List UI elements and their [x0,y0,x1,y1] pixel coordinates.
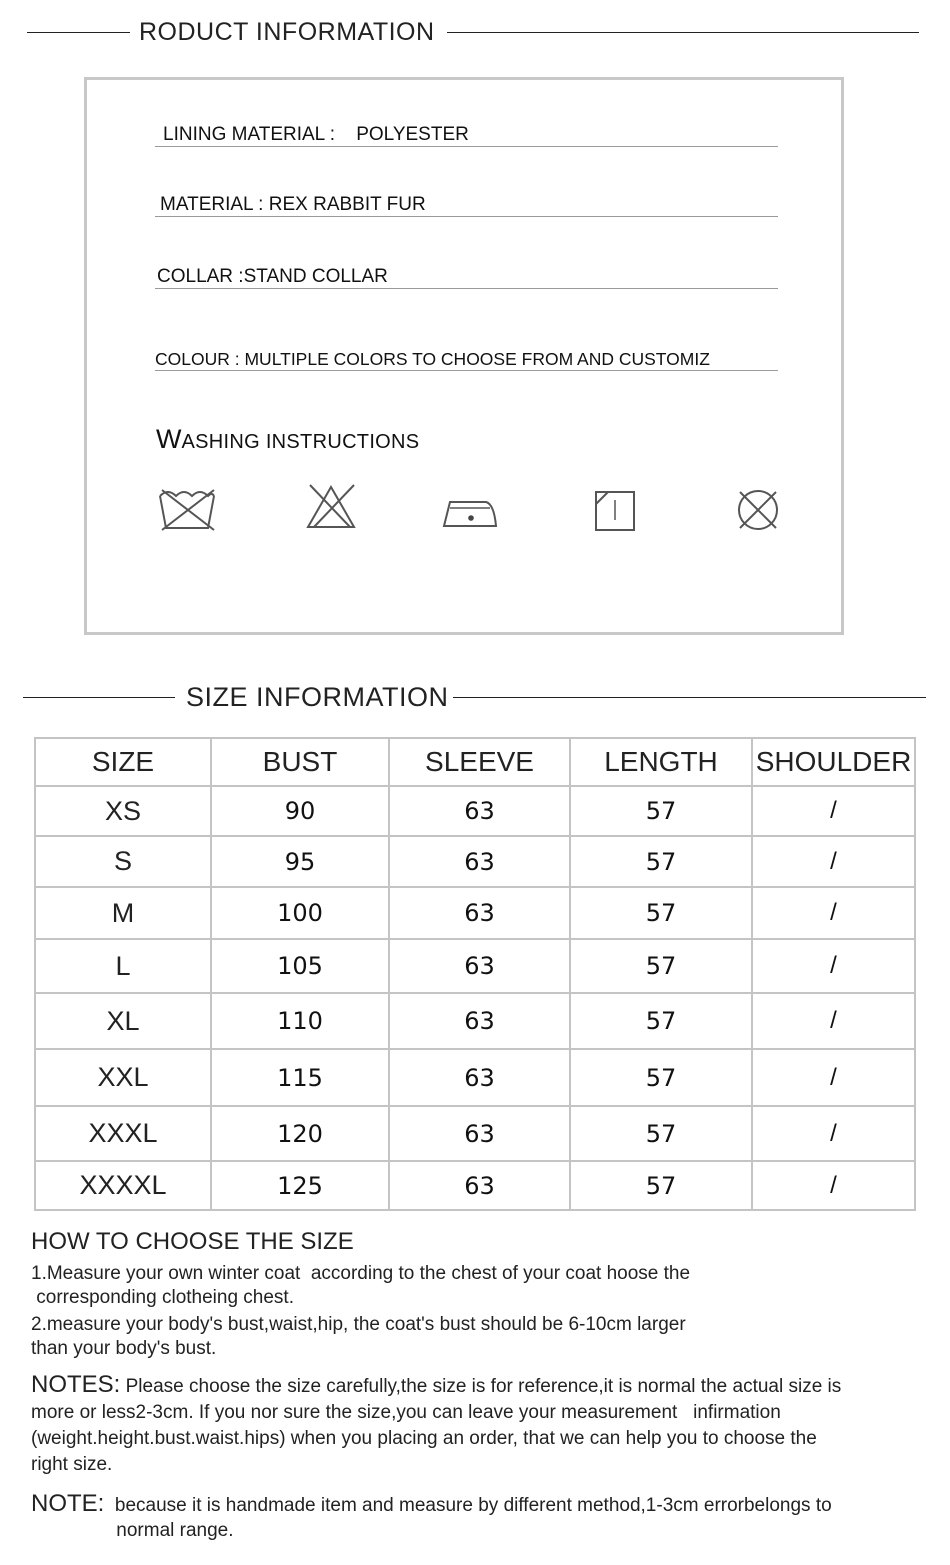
bust-cell: 120 [211,1106,389,1161]
size-cell: XXL [35,1049,211,1106]
field-label: MATERIAL : [160,194,264,215]
field-label: LINING MATERIAL : [163,124,336,145]
shoulder-cell: / [752,1106,915,1161]
washing-title-rest: ASHING INSTRUCTIONS [181,431,420,453]
sleeve-cell: 63 [389,939,570,993]
how-to-choose-title: HOW TO CHOOSE THE SIZE [31,1228,354,1255]
sleeve-cell: 63 [389,836,570,887]
bust-cell: 110 [211,993,389,1049]
sleeve-cell: 63 [389,786,570,836]
shoulder-cell: / [752,1049,915,1106]
step-1-line-1: 1.Measure your own winter coat according to the chest of your coat hoose the [31,1263,691,1284]
size-cell: XXXXL [35,1161,211,1210]
sleeve-cell: 63 [389,1106,570,1161]
heading-rule-left [27,32,130,34]
header-length: LENGTH [570,738,752,786]
table-row [35,887,915,939]
size-cell: L [35,939,211,993]
shoulder-cell: / [752,993,915,1049]
notes-paragraph [31,1372,841,1478]
field-label: COLLAR : [157,266,244,287]
length-cell: 57 [570,836,752,887]
sleeve-cell: 63 [389,1049,570,1106]
product-info-heading [27,18,919,47]
sleeve-cell: 63 [389,993,570,1049]
size-cell: XXXL [35,1106,211,1161]
collar-field [155,266,778,289]
bust-cell: 115 [211,1049,389,1106]
header-sleeve: SLEEVE [389,738,570,786]
notes-label: NOTES: [31,1371,121,1398]
table-row [35,1161,915,1210]
header-bust: BUST [211,738,389,786]
bust-cell: 100 [211,887,389,939]
do-not-wash-icon [156,484,220,534]
size-cell: XL [35,993,211,1049]
notes-line-2: more or less2-3cm. If you nor sure the size,you can leave your measurement infirmation [31,1402,781,1423]
colour-field [155,348,778,371]
size-cell: S [35,836,211,887]
length-cell: 57 [570,786,752,836]
line-dry-icon [594,490,636,532]
lining-material-field [155,124,778,147]
sleeve-cell: 63 [389,887,570,939]
bust-cell: 95 [211,836,389,887]
do-not-bleach-icon [304,481,358,531]
length-cell: 57 [570,887,752,939]
note-label: NOTE: [31,1490,105,1517]
length-cell: 57 [570,1049,752,1106]
header-size: SIZE [35,738,211,786]
table-header-row [35,738,915,786]
field-label: COLOUR : [155,349,240,369]
size-cell: XS [35,786,211,836]
table-row [35,939,915,993]
bust-cell: 90 [211,786,389,836]
header-shoulder: SHOULDER [752,738,915,786]
washing-instructions-title [156,424,419,455]
product-info-title: RODUCT INFORMATION [139,18,435,46]
field-value: STAND COLLAR [243,266,388,287]
notes-line-1: Please choose the size carefully,the size is for reference,it is normal the actual size is [120,1376,842,1397]
field-value: MULTIPLE COLORS TO CHOOSE FROM AND CUSTOMIZ [244,349,710,369]
shoulder-cell: / [752,939,915,993]
length-cell: 57 [570,939,752,993]
length-cell: 57 [570,993,752,1049]
iron-low-heat-icon [440,492,502,530]
step-2-line-2: than your body's bust. [31,1338,217,1359]
washing-title-cap: W [156,424,182,454]
table-row [35,1049,915,1106]
notes-line-3: (weight.height.bust.waist.hips) when you placing an order, that we can help you to choose the [31,1428,817,1449]
size-info-heading [23,682,926,713]
note-line-1: because it is handmade item and measure by different method,1-3cm errorbelongs to [114,1495,832,1516]
field-value: POLYESTER [356,124,469,145]
notes-line-4: right size. [31,1454,113,1475]
field-value: REX RABBIT FUR [268,194,426,215]
shoulder-cell: / [752,836,915,887]
length-cell: 57 [570,1106,752,1161]
shoulder-cell: / [752,887,915,939]
table-row [35,1106,915,1161]
bust-cell: 125 [211,1161,389,1210]
do-not-dry-clean-icon [734,486,782,534]
table-row [35,786,915,836]
shoulder-cell: / [752,1161,915,1210]
size-cell: M [35,887,211,939]
note-line-2: normal range. [111,1520,234,1541]
note-paragraph [31,1491,832,1543]
heading-rule-left [23,697,175,699]
table-row [35,836,915,887]
bust-cell: 105 [211,939,389,993]
shoulder-cell: / [752,786,915,836]
size-info-title: SIZE INFORMATION [186,682,449,712]
size-table [34,737,916,1211]
step-2-line-1: 2.measure your body's bust,waist,hip, the coat's bust should be 6-10cm larger [31,1314,686,1335]
material-field [155,194,778,217]
table-row [35,993,915,1049]
sleeve-cell: 63 [389,1161,570,1210]
how-to-step-2 [31,1313,686,1361]
heading-rule-right [453,697,927,699]
length-cell: 57 [570,1161,752,1210]
heading-rule-right [447,32,919,34]
step-1-line-2: corresponding clotheing chest. [31,1287,294,1308]
how-to-step-1 [31,1262,690,1310]
